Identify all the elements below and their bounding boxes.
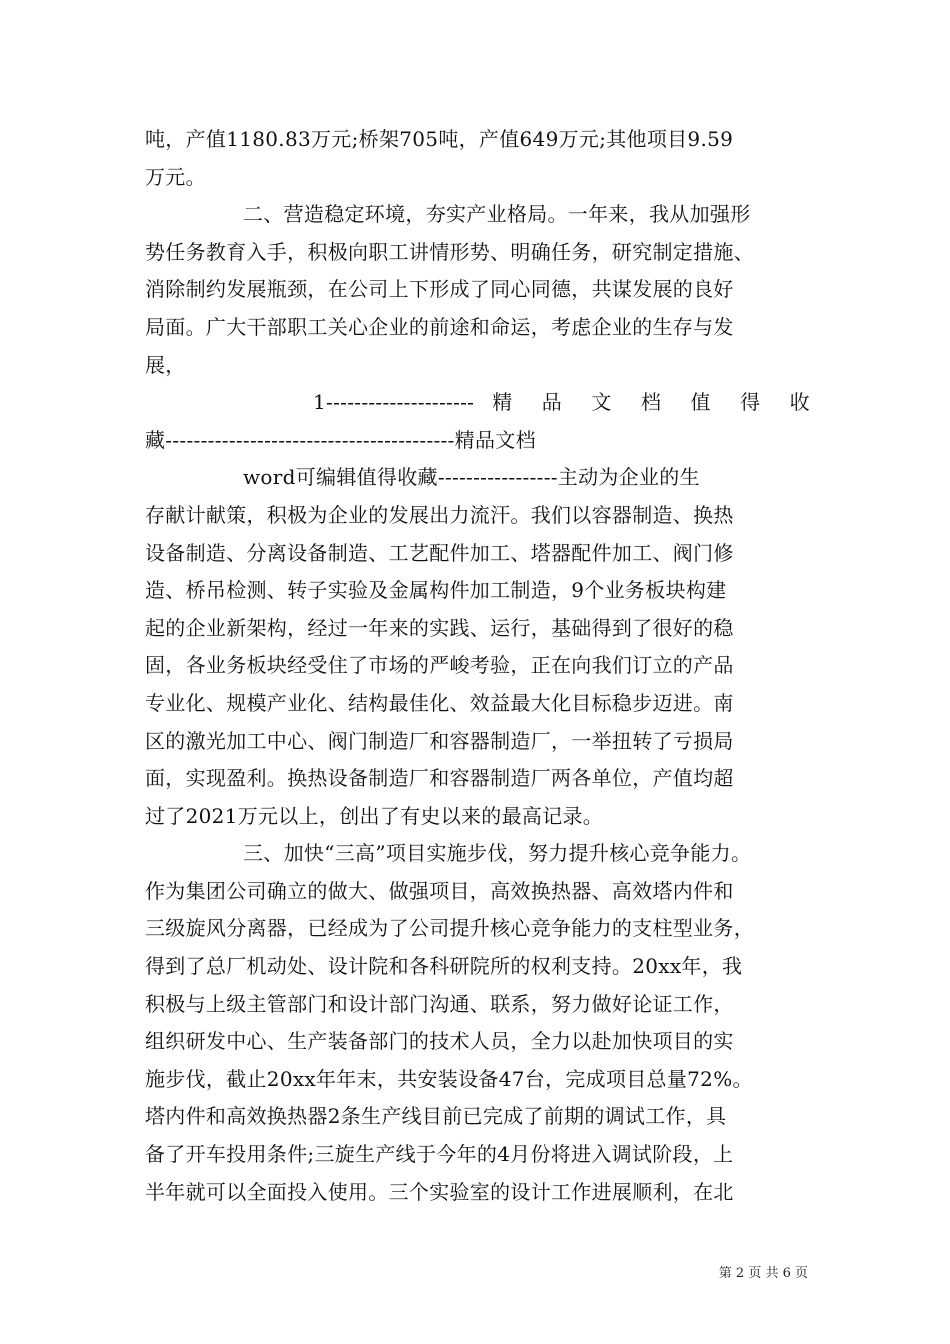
document-body — [145, 121, 810, 1211]
text-line: 起的企业新架构，经过一年来的实践、运行，基础得到了很好的稳 — [145, 615, 734, 640]
text-line: 展， — [145, 352, 186, 377]
text-line: 局面。广大干部职工关心企业的前途和命运，考虑企业的生存与发 — [145, 314, 734, 339]
text-line: 面，实现盈利。换热设备制造厂和容器制造厂两各单位，产值均超 — [145, 766, 734, 791]
text-line: 存献计献策，积极为企业的发展出力流汗。我们以容器制造、换热 — [145, 502, 734, 527]
section-heading-line: 二、营造稳定环境，夯实产业格局。一年来，我从加强形 — [243, 202, 751, 227]
text-line: 三级旋风分离器，已经成为了公司提升核心竞争能力的支柱型业务， — [145, 916, 754, 941]
text-line: 组织研发中心、生产装备部门的技术人员，全力以赴加快项目的实 — [145, 1029, 734, 1054]
text-line: 势任务教育入手，积极向职工讲情形势、明确任务，研究制定措施、 — [145, 239, 754, 264]
text-line: 半年就可以全面投入使用。三个实验室的设计工作进展顺利，在北 — [145, 1179, 734, 1204]
text-line: 过了2021万元以上，创出了有史以来的最高记录。 — [145, 803, 604, 828]
text-line: 施步伐，截止20xx年年末，共安装设备47台，完成项目总量72%。 — [145, 1066, 753, 1091]
text-line: 塔内件和高效换热器2条生产线目前已完成了前期的调试工作，具 — [145, 1104, 727, 1129]
section-heading-line: 三、加快“三高”项目实施步伐，努力提升核心竞争能力。 — [243, 841, 752, 866]
text-line: 区的激光加工中心、阀门制造厂和容器制造厂，一举扭转了亏损局 — [145, 728, 734, 753]
page-number: 第 2 页 共 6 页 — [718, 1266, 808, 1281]
text-line: 造、桥吊检测、转子实验及金属构件加工制造，9个业务板块构建 — [145, 578, 727, 603]
text-line: 得到了总厂机动处、设计院和各科研院所的权利支持。20xx年，我 — [145, 954, 743, 979]
text-line: 作为集团公司确立的做大、做强项目，高效换热器、高效塔内件和 — [145, 878, 734, 903]
text-line: 设备制造、分离设备制造、工艺配件加工、塔器配件加工、阀门修 — [145, 540, 734, 565]
text-line: 备了开车投用条件;三旋生产线于今年的4月份将进入调试阶段，上 — [145, 1142, 734, 1167]
watermark-caption-line: word可编辑值得收藏-----------------主动为企业的生 — [243, 465, 700, 490]
text-line: 专业化、规模产业化、结构最佳化、效益最大化目标稳步迈进。南 — [145, 690, 734, 715]
text-line: 万元。 — [145, 164, 206, 189]
text-line: 积极与上级主管部门和设计部门沟通、联系，努力做好论证工作， — [145, 991, 734, 1016]
watermark-divider-line: 藏-----------------------------------------精品文档 — [145, 427, 536, 452]
text-line: 固，各业务板块经受住了市场的严峻考验，正在向我们订立的产品 — [145, 653, 734, 678]
watermark-header-line: 1--------------------- 精 品 文 档 值 得 收 — [313, 390, 810, 415]
text-line: 吨，产值1180.83万元;桥架705吨，产值649万元;其他项目9.59 — [145, 127, 734, 151]
text-line: 消除制约发展瓶颈，在公司上下形成了同心同德，共谋发展的良好 — [145, 277, 734, 302]
